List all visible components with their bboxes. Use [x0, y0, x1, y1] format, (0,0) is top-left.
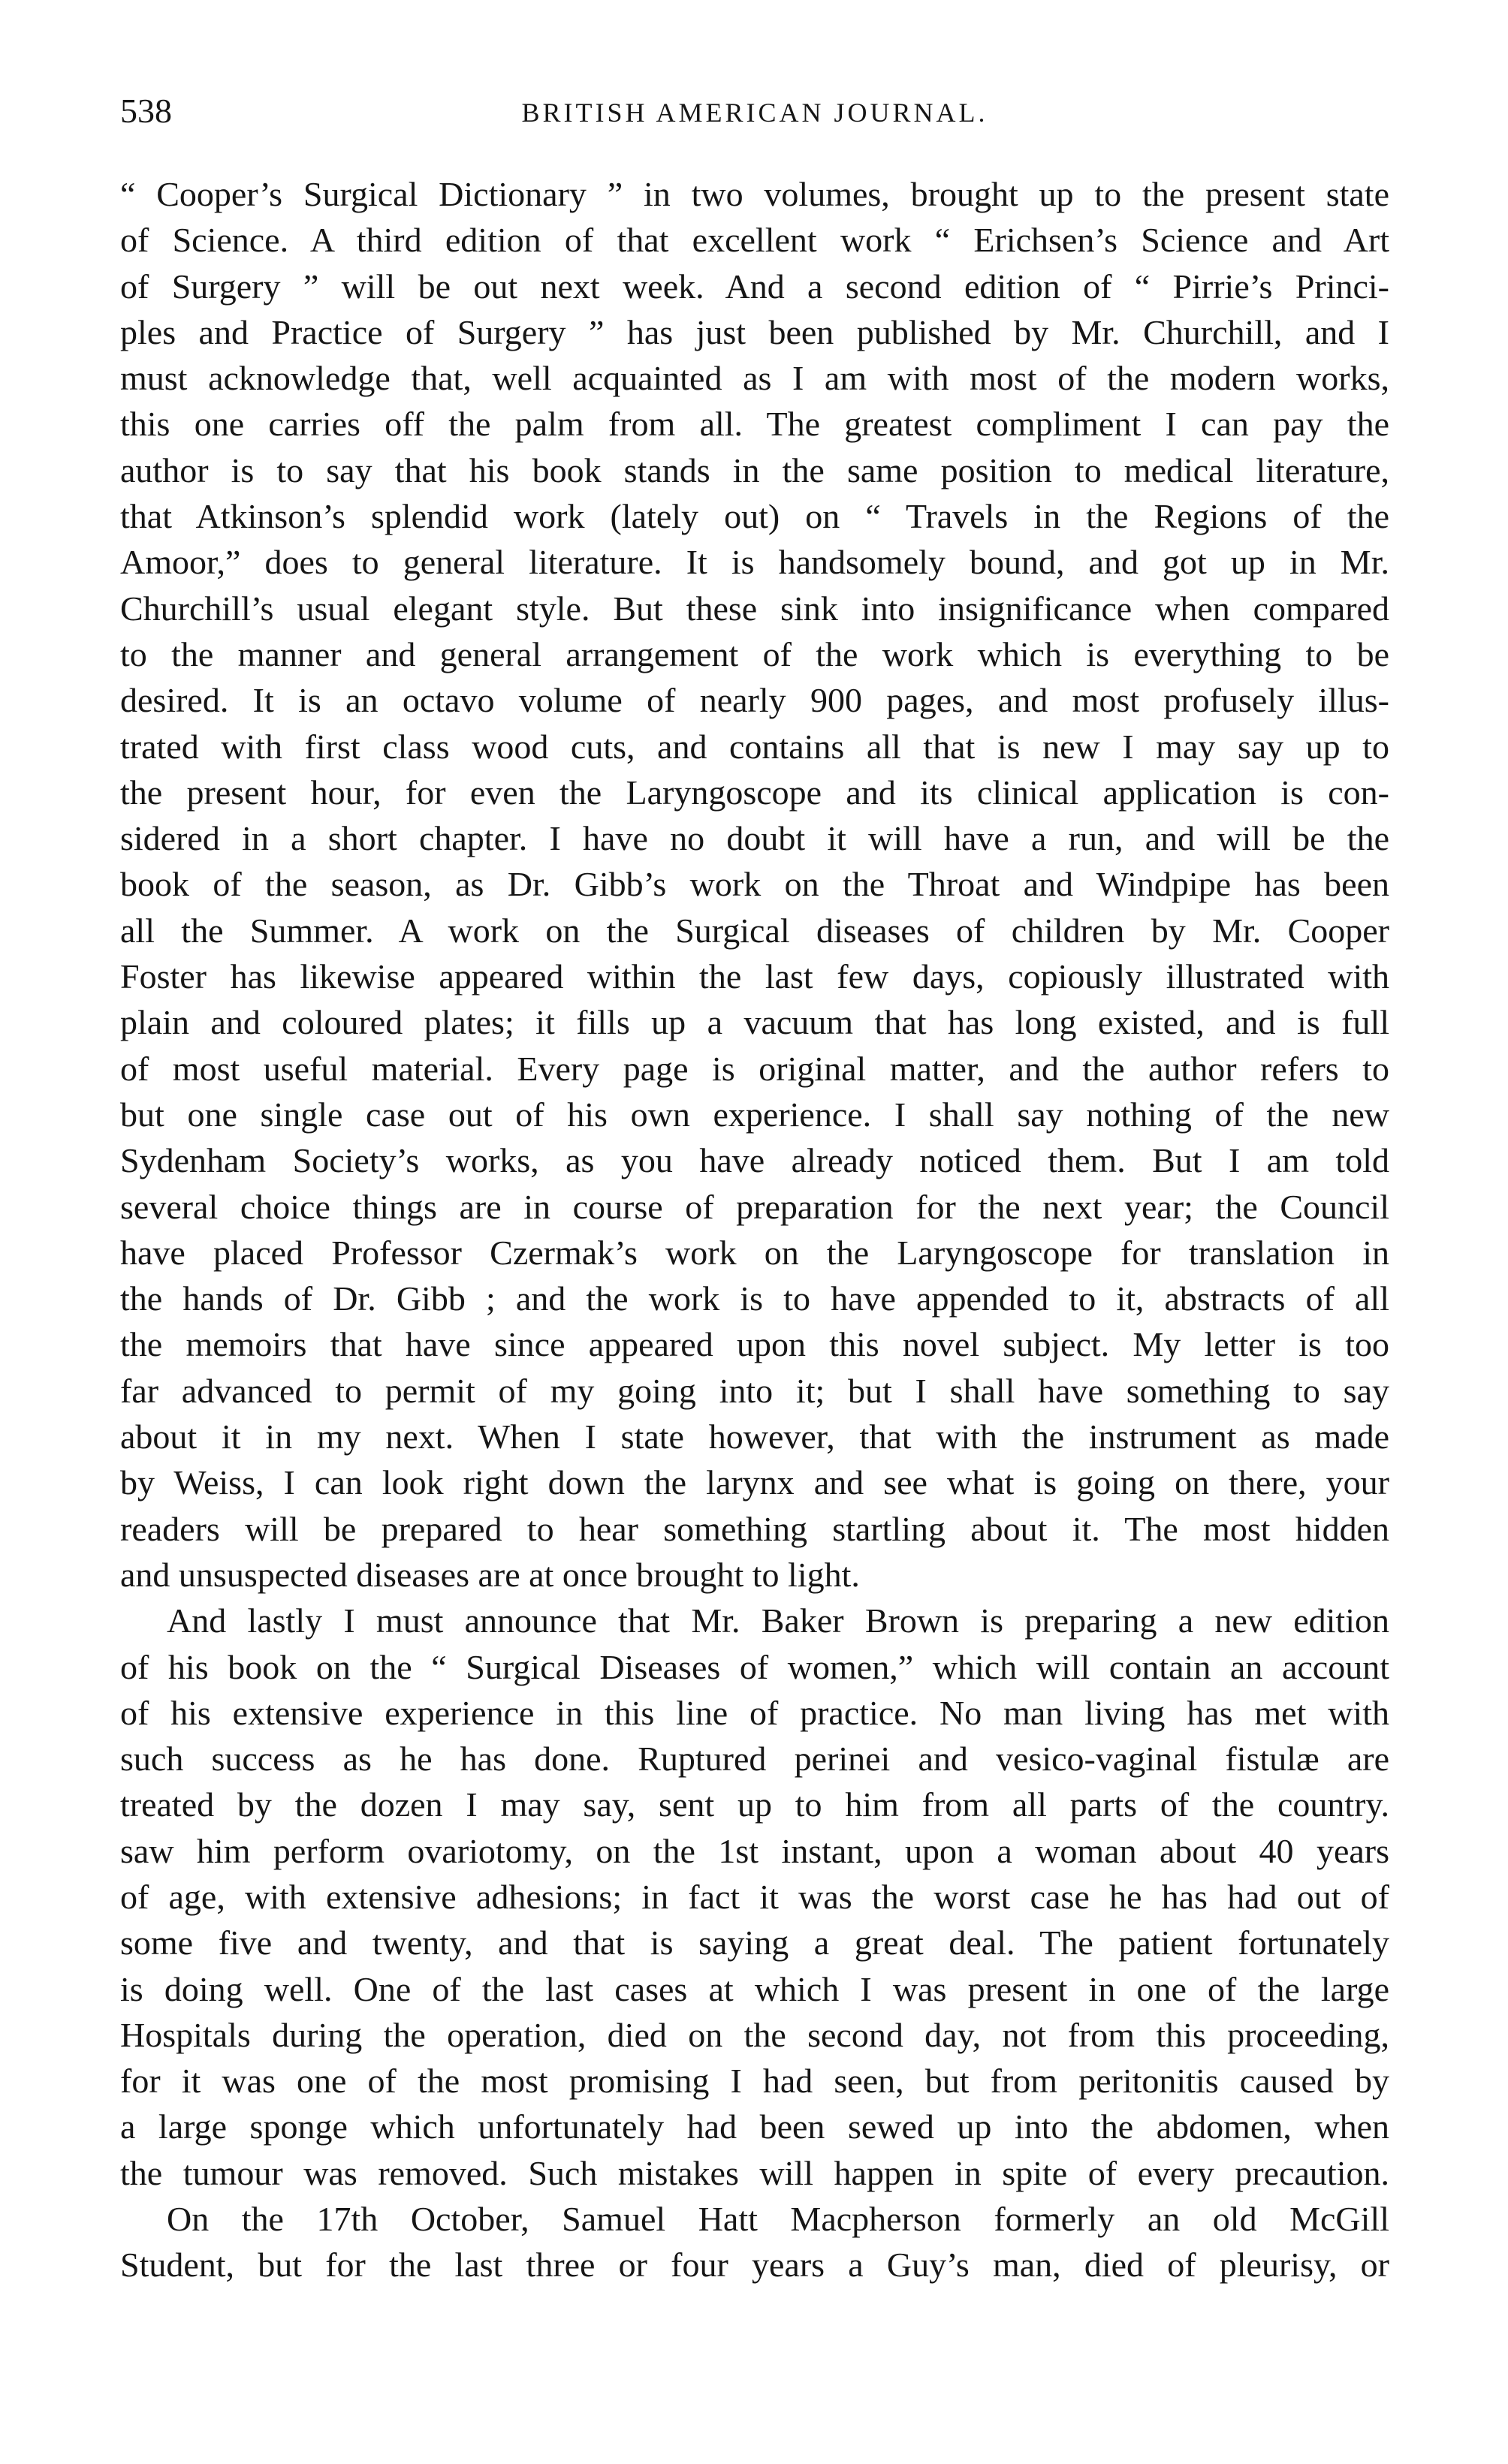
- text-line: saw him perform ovariotomy, on the 1st instant, upon a woman about 40 years: [120, 1831, 1389, 1870]
- text-line: this one carries off the palm from all. The greatest compliment I can pay the: [120, 405, 1389, 444]
- text-line: of age, with extensive adhesions; in fact it was the worst case he has had out of: [120, 1877, 1389, 1916]
- text-line: sidered in a short chapter. I have no doubt it will have a run, and will be the: [120, 819, 1389, 858]
- text-line: desired. It is an octavo volume of nearly 900 pages, and most profusely illus-: [120, 681, 1389, 720]
- text-line: treated by the dozen I may say, sent up to him from all parts of the country.: [120, 1785, 1389, 1824]
- running-head: [120, 89, 1389, 141]
- text-line: Churchill’s usual elegant style. But these sink into insignificance when compared: [120, 589, 1389, 628]
- text-line: of Science. A third edition of that excellent work “ Erichsen’s Science and Art: [120, 221, 1389, 260]
- text-line: Sydenham Society’s works, as you have already noticed them. But I am told: [120, 1141, 1389, 1180]
- text-line: author is to say that his book stands in the same position to medical literature,: [120, 450, 1389, 489]
- text-line: all the Summer. A work on the Surgical diseases of children by Mr. Cooper: [120, 911, 1389, 950]
- text-line: the memoirs that have since appeared upon this novel subject. My letter is too: [120, 1325, 1389, 1364]
- text-line: plain and coloured plates; it fills up a vacuum that has long existed, and is full: [120, 1003, 1389, 1042]
- text-line: “ Cooper’s Surgical Dictionary ” in two volumes, brought up to the present state: [120, 175, 1389, 213]
- page-number: 538: [120, 92, 172, 130]
- journal-title: BRITISH AMERICAN JOURNAL.: [521, 98, 988, 128]
- text-line: the tumour was removed. Such mistakes will happen in spite of every precaution.: [120, 2153, 1389, 2192]
- text-line: some five and twenty, and that is saying a great deal. The patient fortunately: [120, 1923, 1389, 1962]
- text-line: several choice things are in course of preparation for the next year; the Council: [120, 1187, 1389, 1226]
- text-line: book of the season, as Dr. Gibb’s work on the Throat and Windpipe has been: [120, 865, 1389, 904]
- text-line: must acknowledge that, well acquainted as I am with most of the modern works,: [120, 359, 1389, 398]
- text-line: trated with first class wood cuts, and contains all that is new I may say up to: [120, 727, 1389, 766]
- text-line: far advanced to permit of my going into it; but I shall have something to say: [120, 1371, 1389, 1410]
- text-line: but one single case out of his own experience. I shall say nothing of the new: [120, 1095, 1389, 1134]
- text-line: of his book on the “ Surgical Diseases of women,” which will contain an account: [120, 1647, 1389, 1686]
- text-line: the present hour, for even the Laryngoscope and its clinical application is con-: [120, 773, 1389, 812]
- text-line: readers will be prepared to hear something startling about it. The most hidden: [120, 1509, 1389, 1548]
- text-line: Student, but for the last three or four years a Guy’s man, died of pleurisy, or: [120, 2246, 1389, 2285]
- text-line: by Weiss, I can look right down the larynx and see what is going on there, your: [120, 1463, 1389, 1502]
- text-line: have placed Professor Czermak’s work on the Laryngoscope for translation in: [120, 1233, 1389, 1272]
- text-line: Amoor,” does to general literature. It is handsomely bound, and got up in Mr.: [120, 543, 1389, 582]
- article-body: [120, 171, 1389, 2288]
- text-line: for it was one of the most promising I had seen, but from peritonitis caused by: [120, 2062, 1389, 2101]
- text-line: On the 17th October, Samuel Hatt Macpherson formerly an old McGill: [167, 2200, 1389, 2239]
- text-line: such success as he has done. Ruptured perinei and vesico-vaginal fistulæ are: [120, 1740, 1389, 1779]
- text-line: of Surgery ” will be out next week. And a second edition of “ Pirrie’s Princi-: [120, 267, 1389, 306]
- text-line: of his extensive experience in this line of practice. No man living has met with: [120, 1693, 1389, 1732]
- text-line: Hospitals during the operation, died on the second day, not from this proceeding,: [120, 2015, 1389, 2054]
- paragraph-macpherson: [120, 2196, 1389, 2288]
- text-line: of most useful material. Every page is original matter, and the author refers to: [120, 1049, 1389, 1088]
- text-line: Foster has likewise appeared within the last few days, copiously illustrated with: [120, 957, 1389, 996]
- text-line: to the manner and general arrangement of the work which is everything to be: [120, 634, 1389, 673]
- text-line: about it in my next. When I state however, that with the instrument as made: [120, 1417, 1389, 1456]
- paragraph-books: [120, 171, 1389, 1598]
- text-line: And lastly I must announce that Mr. Baker Brown is preparing a new edition: [167, 1601, 1389, 1640]
- text-line: and unsuspected diseases are at once brought to light.: [120, 1555, 860, 1594]
- text-line: a large sponge which unfortunately had been sewed up into the abdomen, when: [120, 2107, 1389, 2146]
- text-line: ples and Practice of Surgery ” has just been published by Mr. Churchill, and I: [120, 312, 1389, 351]
- paragraph-baker-brown: [120, 1598, 1389, 2196]
- text-line: the hands of Dr. Gibb ; and the work is to have appended to it, abstracts of all: [120, 1279, 1389, 1318]
- text-line: is doing well. One of the last cases at which I was present in one of the large: [120, 1969, 1389, 2008]
- text-line: that Atkinson’s splendid work (lately out) on “ Travels in the Regions of the: [120, 497, 1389, 536]
